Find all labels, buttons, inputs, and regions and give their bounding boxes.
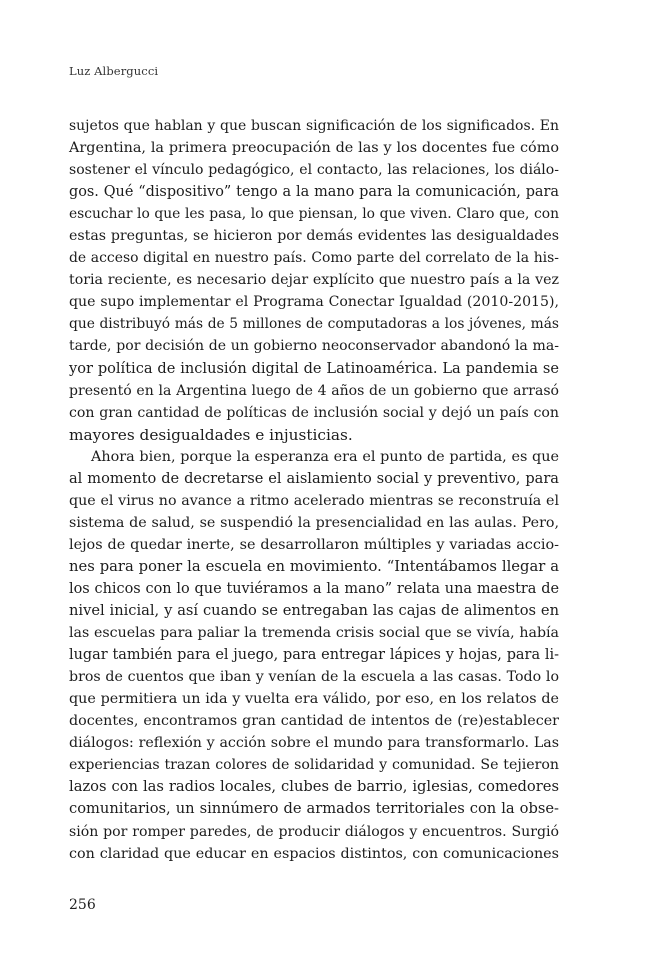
text-line: que supo implementar el Programa Conectar Igualdad (2010-2015), [69, 294, 559, 311]
text-line: que el virus no avance a ritmo acelerado mientras se reconstruía el [69, 492, 559, 509]
text-line: escuchar lo que les pasa, lo que piensan, lo que viven. Claro que, con [69, 206, 559, 223]
text-line: presentó en la Argentina luego de 4 años de un gobierno que arrasó [69, 382, 559, 399]
text-line: nes para poner la escuela en movimiento. “Intentábamos llegar a [69, 557, 559, 575]
text-line: lugar también para el juego, para entregar lápices y hojas, para li- [69, 647, 559, 664]
text-line: bros de cuentos que iban y venían de la escuela a las casas. Todo lo [69, 669, 559, 686]
text-line: con gran cantidad de políticas de inclusión social y dejó un país con [69, 404, 559, 421]
text-line: diálogos: reflexión y acción sobre el mundo para transformarlo. Las [69, 735, 559, 752]
text-line: mayores desigualdades e injusticias. [69, 425, 353, 444]
text-line: los chicos con lo que tuviéramos a la mano” relata una maestra de [69, 580, 559, 597]
page-number: 256 [69, 897, 96, 913]
body-text [69, 115, 559, 865]
text-line: sión por romper paredes, de producir diálogos y encuentros. Surgió [69, 823, 559, 840]
text-line: yor política de inclusión digital de Latinoamérica. La pandemia se [69, 359, 559, 377]
text-line: al momento de decretarse el aislamiento social y preventivo, para [69, 469, 559, 487]
text-line: Argentina, la primera preocupación de las y los docentes fue cómo [69, 140, 559, 157]
text-line: sostener el vínculo pedagógico, el contacto, las relaciones, los diálo- [69, 162, 559, 179]
text-line: que distribuyó más de 5 millones de computadoras a los jóvenes, más [69, 316, 559, 333]
text-line: estas preguntas, se hicieron por demás evidentes las desigualdades [69, 228, 559, 245]
text-line: sujetos que hablan y que buscan significación de los significados. En [69, 118, 559, 134]
text-line: comunitarios, un sinnúmero de armados territoriales con la obse- [69, 800, 559, 818]
text-line: las escuelas para paliar la tremenda crisis social que se vivía, había [69, 625, 559, 642]
running-head-author: Luz Albergucci [69, 64, 159, 78]
text-line: toria reciente, es necesario dejar explícito que nuestro país a la vez [69, 272, 559, 289]
text-line: gos. Qué “dispositivo” tengo a la mano para la comunicación, para [69, 184, 559, 201]
text-line: tarde, por decisión de un gobierno neoconservador abandonó la ma- [69, 338, 559, 355]
text-line: docentes, encontramos gran cantidad de intentos de (re)establecer [69, 713, 559, 730]
text-line: Ahora bien, porque la esperanza era el punto de partida, es que [91, 448, 559, 465]
text-line: que permitiera un ida y vuelta era válido, por eso, en los relatos de [69, 691, 559, 708]
text-line: lazos con las radios locales, clubes de barrio, iglesias, comedores [69, 778, 559, 796]
text-line: nivel inicial, y así cuando se entregaban las cajas de alimentos en [69, 602, 559, 620]
text-line: de acceso digital en nuestro país. Como parte del correlato de la his- [69, 250, 559, 267]
text-line: lejos de quedar inerte, se desarrollaron múltiples y variadas accio- [69, 536, 559, 553]
text-line: experiencias trazan colores de solidaridad y comunidad. Se tejieron [69, 757, 559, 774]
text-line: sistema de salud, se suspendió la presencialidad en las aulas. Pero, [69, 514, 559, 531]
text-line: con claridad que educar en espacios distintos, con comunicaciones [69, 845, 559, 862]
